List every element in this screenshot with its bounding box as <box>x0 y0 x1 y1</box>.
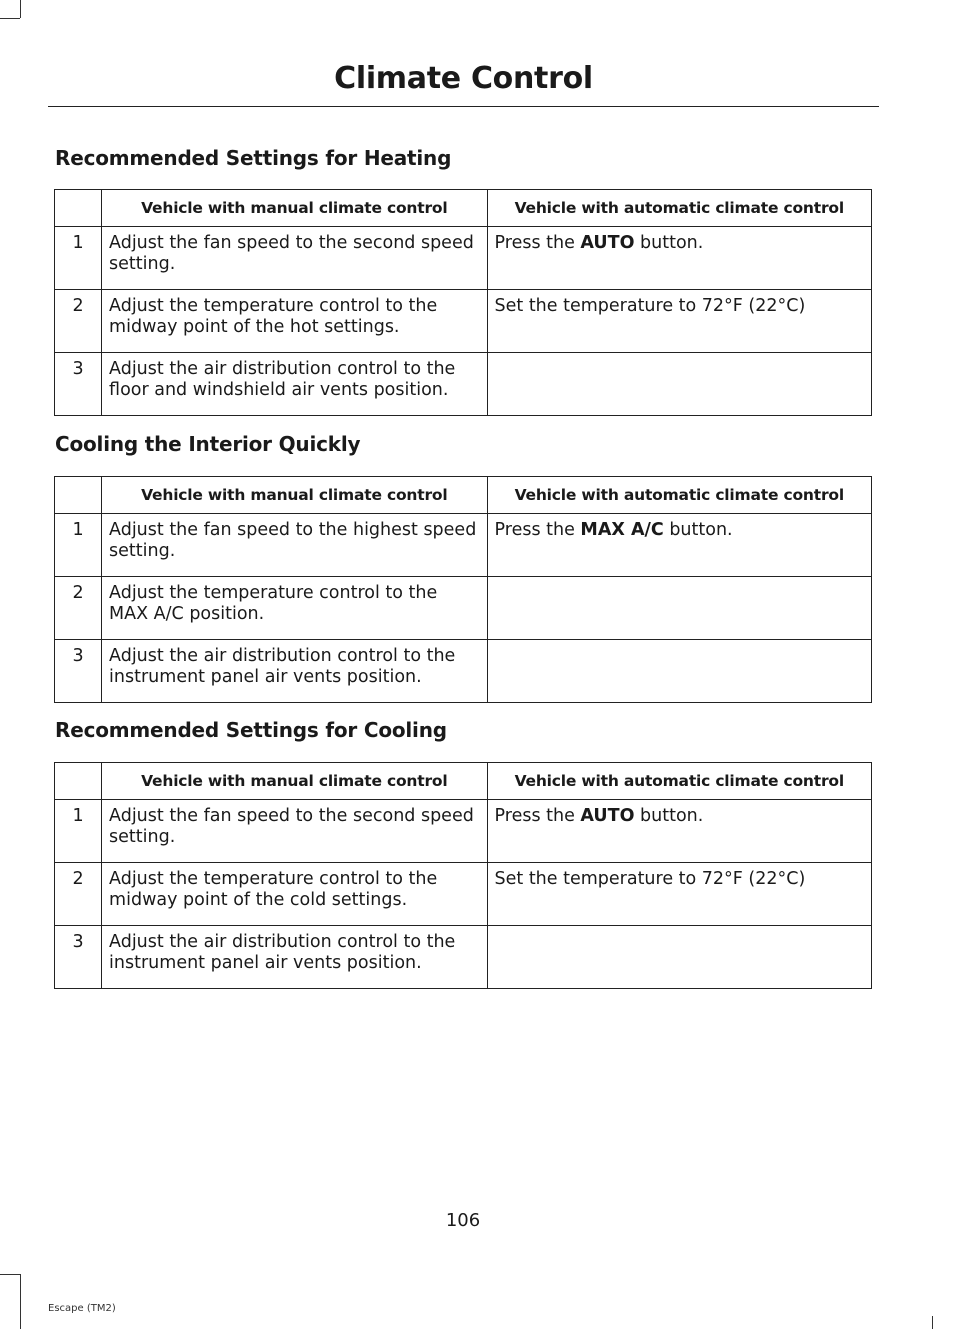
table-row <box>55 290 872 353</box>
page-number: 106 <box>445 1210 481 1231</box>
manual-step: Adjust the fan speed to the highest speed setting. <box>102 514 487 577</box>
page-title: Climate Control <box>334 61 593 96</box>
row-number: 3 <box>55 926 102 989</box>
section-heading-heating: Recommended Settings for Heating <box>55 146 452 170</box>
manual-step: Adjust the air distribution control to the floor and windshield air vents position. <box>102 353 487 416</box>
automatic-step-prefix: Press the <box>494 520 581 540</box>
table-row <box>55 800 872 863</box>
crop-mark-bottom-left-tick <box>20 1316 21 1329</box>
automatic-step <box>487 353 871 416</box>
row-number: 1 <box>55 800 102 863</box>
table-row <box>55 863 872 926</box>
table-row <box>55 514 872 577</box>
automatic-step <box>487 290 871 353</box>
table-row <box>55 353 872 416</box>
header-number-cell <box>55 190 102 227</box>
section-heading-cooling-quickly: Cooling the Interior Quickly <box>55 432 361 456</box>
manual-step: Adjust the temperature control to the midway point of the cold settings. <box>102 863 487 926</box>
table-row <box>55 577 872 640</box>
automatic-step <box>487 926 871 989</box>
crop-mark-bottom-right-tick <box>932 1316 933 1329</box>
crop-mark-bottom-left-h <box>0 1274 20 1275</box>
automatic-step-suffix: button. <box>634 806 704 826</box>
section-heading-cooling: Recommended Settings for Cooling <box>55 718 447 742</box>
automatic-step <box>487 227 871 290</box>
automatic-step <box>487 577 871 640</box>
manual-step: Adjust the air distribution control to the instrument panel air vents position. <box>102 926 487 989</box>
cooling-quickly-table <box>54 476 872 703</box>
header-manual: Vehicle with manual climate control <box>102 477 487 514</box>
automatic-step <box>487 863 871 926</box>
automatic-step-suffix: button. <box>634 233 704 253</box>
automatic-step <box>487 640 871 703</box>
table-header-row <box>55 477 872 514</box>
table-row <box>55 926 872 989</box>
crop-mark-top-left-h <box>0 18 20 19</box>
row-number: 2 <box>55 577 102 640</box>
automatic-step-prefix: Set the temperature to 72°F (22°C) <box>494 869 806 889</box>
header-automatic: Vehicle with automatic climate control <box>487 190 871 227</box>
manual-step: Adjust the air distribution control to the instrument panel air vents position. <box>102 640 487 703</box>
crop-mark-top-left-v <box>20 0 21 18</box>
button-name: AUTO <box>580 806 635 826</box>
table-header-row <box>55 190 872 227</box>
automatic-step-prefix: Press the <box>494 806 581 826</box>
automatic-step <box>487 514 871 577</box>
manual-step: Adjust the temperature control to the MAX A/C position. <box>102 577 487 640</box>
table-row <box>55 640 872 703</box>
heating-table <box>54 189 872 416</box>
row-number: 1 <box>55 227 102 290</box>
title-divider <box>48 106 879 107</box>
header-manual: Vehicle with manual climate control <box>102 763 487 800</box>
button-name: MAX A/C <box>580 520 664 540</box>
footer-model: Escape (TM2) <box>48 1303 116 1314</box>
table-header-row <box>55 763 872 800</box>
row-number: 3 <box>55 640 102 703</box>
manual-step: Adjust the fan speed to the second speed setting. <box>102 800 487 863</box>
manual-step: Adjust the temperature control to the midway point of the hot settings. <box>102 290 487 353</box>
automatic-step <box>487 800 871 863</box>
button-name: AUTO <box>580 233 635 253</box>
row-number: 2 <box>55 863 102 926</box>
header-automatic: Vehicle with automatic climate control <box>487 763 871 800</box>
automatic-step-prefix: Press the <box>494 233 581 253</box>
automatic-step-suffix: button. <box>663 520 733 540</box>
table-row <box>55 227 872 290</box>
manual-step: Adjust the fan speed to the second speed setting. <box>102 227 487 290</box>
row-number: 1 <box>55 514 102 577</box>
header-automatic: Vehicle with automatic climate control <box>487 477 871 514</box>
header-number-cell <box>55 763 102 800</box>
automatic-step-prefix: Set the temperature to 72°F (22°C) <box>494 296 806 316</box>
row-number: 3 <box>55 353 102 416</box>
row-number: 2 <box>55 290 102 353</box>
header-number-cell <box>55 477 102 514</box>
cooling-table <box>54 762 872 989</box>
header-manual: Vehicle with manual climate control <box>102 190 487 227</box>
